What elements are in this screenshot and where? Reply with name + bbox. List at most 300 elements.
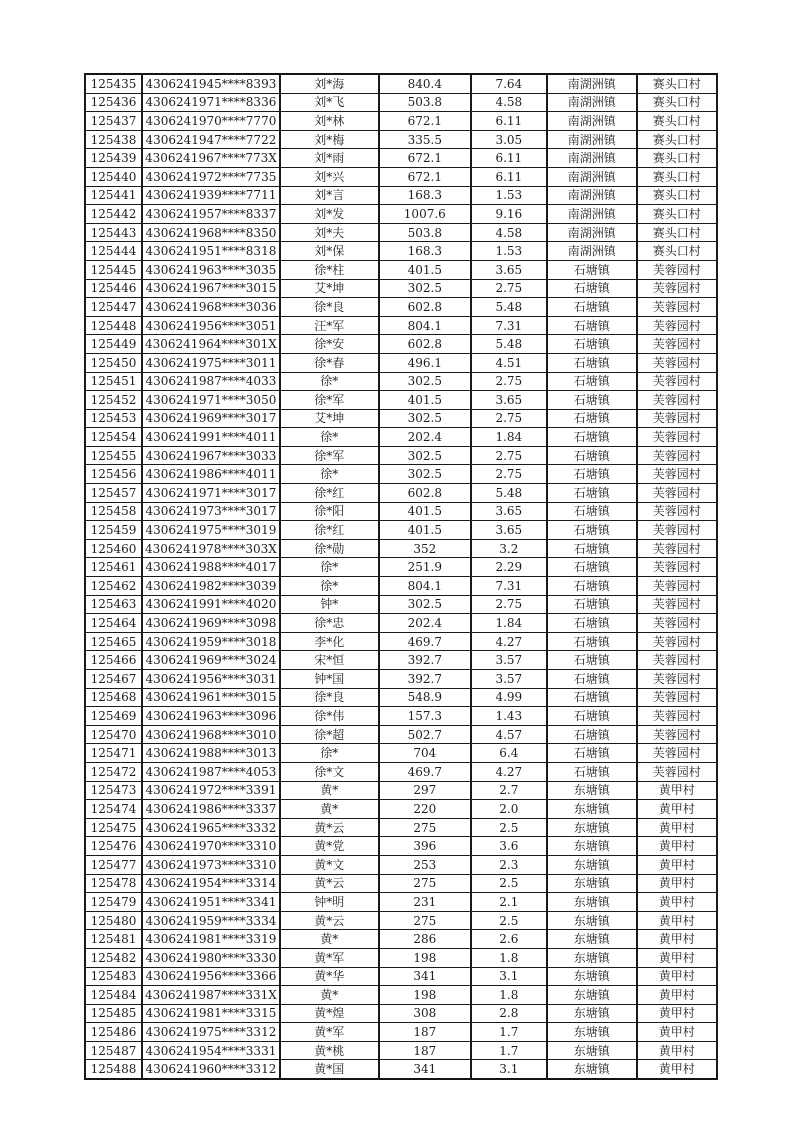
cell-name: 徐* xyxy=(280,558,379,577)
cell-id-number: 4306241968****3036 xyxy=(142,298,280,317)
cell-value1: 202.4 xyxy=(379,614,471,633)
cell-name: 艾*坤 xyxy=(280,279,379,298)
cell-serial: 125435 xyxy=(85,74,142,93)
cell-value1: 502.7 xyxy=(379,725,471,744)
cell-value2: 3.1 xyxy=(471,967,547,986)
cell-id-number: 4306241970****3310 xyxy=(142,837,280,856)
cell-village: 芙蓉园村 xyxy=(637,762,717,781)
cell-value1: 302.5 xyxy=(379,372,471,391)
cell-id-number: 4306241987****4033 xyxy=(142,372,280,391)
cell-village: 黄甲村 xyxy=(637,800,717,819)
table-row xyxy=(85,1041,717,1060)
table-row xyxy=(85,651,717,670)
cell-serial: 125480 xyxy=(85,911,142,930)
table-row xyxy=(85,874,717,893)
cell-value1: 302.5 xyxy=(379,279,471,298)
cell-value2: 1.53 xyxy=(471,186,547,205)
cell-value2: 4.58 xyxy=(471,93,547,112)
cell-id-number: 4306241971****3017 xyxy=(142,484,280,503)
cell-village: 芙蓉园村 xyxy=(637,725,717,744)
cell-name: 刘*林 xyxy=(280,112,379,131)
table-row xyxy=(85,688,717,707)
cell-name: 徐*安 xyxy=(280,335,379,354)
table-row xyxy=(85,893,717,912)
cell-village: 芙蓉园村 xyxy=(637,539,717,558)
cell-name: 徐* xyxy=(280,744,379,763)
cell-name: 徐*良 xyxy=(280,688,379,707)
table-row xyxy=(85,986,717,1005)
cell-value2: 3.65 xyxy=(471,391,547,410)
table-row xyxy=(85,670,717,689)
cell-village: 芙蓉园村 xyxy=(637,614,717,633)
cell-name: 钟*明 xyxy=(280,893,379,912)
cell-id-number: 4306241963****3035 xyxy=(142,260,280,279)
cell-value2: 2.7 xyxy=(471,781,547,800)
cell-value1: 308 xyxy=(379,1004,471,1023)
cell-id-number: 4306241972****3391 xyxy=(142,781,280,800)
cell-name: 黄* xyxy=(280,986,379,1005)
table-row xyxy=(85,186,717,205)
cell-town: 石塘镇 xyxy=(547,428,637,447)
cell-village: 芙蓉园村 xyxy=(637,558,717,577)
cell-value1: 503.8 xyxy=(379,93,471,112)
cell-id-number: 4306241960****3312 xyxy=(142,1060,280,1079)
cell-village: 芙蓉园村 xyxy=(637,465,717,484)
cell-value2: 3.57 xyxy=(471,670,547,689)
cell-village: 黄甲村 xyxy=(637,1004,717,1023)
cell-name: 汪*军 xyxy=(280,316,379,335)
table-row xyxy=(85,762,717,781)
cell-village: 芙蓉园村 xyxy=(637,428,717,447)
cell-name: 徐*忠 xyxy=(280,614,379,633)
cell-town: 东塘镇 xyxy=(547,893,637,912)
table-row xyxy=(85,1023,717,1042)
cell-serial: 125455 xyxy=(85,446,142,465)
cell-value1: 469.7 xyxy=(379,762,471,781)
table-row xyxy=(85,298,717,317)
cell-value2: 2.75 xyxy=(471,372,547,391)
cell-village: 赛头口村 xyxy=(637,167,717,186)
cell-village: 黄甲村 xyxy=(637,1041,717,1060)
cell-value2: 6.11 xyxy=(471,149,547,168)
cell-value1: 168.3 xyxy=(379,186,471,205)
cell-value1: 187 xyxy=(379,1023,471,1042)
table-row xyxy=(85,744,717,763)
table-row xyxy=(85,837,717,856)
cell-name: 刘*梅 xyxy=(280,130,379,149)
table-row xyxy=(85,130,717,149)
cell-id-number: 4306241954****3314 xyxy=(142,874,280,893)
cell-town: 南湖洲镇 xyxy=(547,167,637,186)
cell-town: 南湖洲镇 xyxy=(547,149,637,168)
cell-town: 石塘镇 xyxy=(547,484,637,503)
cell-village: 芙蓉园村 xyxy=(637,372,717,391)
table-row xyxy=(85,93,717,112)
cell-value1: 231 xyxy=(379,893,471,912)
cell-name: 徐* xyxy=(280,577,379,596)
cell-value2: 3.2 xyxy=(471,539,547,558)
cell-serial: 125441 xyxy=(85,186,142,205)
cell-village: 赛头口村 xyxy=(637,205,717,224)
cell-value1: 602.8 xyxy=(379,298,471,317)
cell-village: 赛头口村 xyxy=(637,74,717,93)
cell-id-number: 4306241986****4011 xyxy=(142,465,280,484)
cell-id-number: 4306241987****4053 xyxy=(142,762,280,781)
cell-village: 黄甲村 xyxy=(637,967,717,986)
cell-name: 黄*军 xyxy=(280,1023,379,1042)
table-row xyxy=(85,353,717,372)
cell-id-number: 4306241967****3015 xyxy=(142,279,280,298)
cell-value1: 804.1 xyxy=(379,577,471,596)
cell-village: 芙蓉园村 xyxy=(637,595,717,614)
cell-value1: 187 xyxy=(379,1041,471,1060)
cell-serial: 125476 xyxy=(85,837,142,856)
cell-id-number: 4306241972****7735 xyxy=(142,167,280,186)
cell-village: 黄甲村 xyxy=(637,837,717,856)
cell-town: 石塘镇 xyxy=(547,558,637,577)
cell-value2: 5.48 xyxy=(471,335,547,354)
cell-name: 徐* xyxy=(280,372,379,391)
cell-value1: 503.8 xyxy=(379,223,471,242)
cell-name: 刘*言 xyxy=(280,186,379,205)
cell-name: 刘*发 xyxy=(280,205,379,224)
cell-value1: 804.1 xyxy=(379,316,471,335)
cell-town: 石塘镇 xyxy=(547,353,637,372)
cell-town: 东塘镇 xyxy=(547,1023,637,1042)
cell-value2: 6.11 xyxy=(471,112,547,131)
cell-value1: 302.5 xyxy=(379,465,471,484)
cell-town: 石塘镇 xyxy=(547,502,637,521)
cell-town: 南湖洲镇 xyxy=(547,223,637,242)
cell-value2: 4.27 xyxy=(471,632,547,651)
cell-serial: 125469 xyxy=(85,707,142,726)
cell-serial: 125473 xyxy=(85,781,142,800)
cell-name: 徐*文 xyxy=(280,762,379,781)
table-row xyxy=(85,632,717,651)
cell-town: 石塘镇 xyxy=(547,595,637,614)
cell-village: 芙蓉园村 xyxy=(637,577,717,596)
table-row xyxy=(85,446,717,465)
table-row xyxy=(85,74,717,93)
cell-town: 南湖洲镇 xyxy=(547,242,637,261)
cell-name: 钟*国 xyxy=(280,670,379,689)
cell-id-number: 4306241980****3330 xyxy=(142,948,280,967)
cell-value2: 6.11 xyxy=(471,167,547,186)
cell-town: 南湖洲镇 xyxy=(547,74,637,93)
cell-serial: 125438 xyxy=(85,130,142,149)
cell-serial: 125467 xyxy=(85,670,142,689)
cell-town: 东塘镇 xyxy=(547,948,637,967)
cell-value2: 4.51 xyxy=(471,353,547,372)
cell-name: 刘*雨 xyxy=(280,149,379,168)
cell-value1: 251.9 xyxy=(379,558,471,577)
cell-value1: 202.4 xyxy=(379,428,471,447)
cell-name: 徐* xyxy=(280,465,379,484)
table-row xyxy=(85,1060,717,1079)
cell-village: 芙蓉园村 xyxy=(637,409,717,428)
cell-name: 徐*伟 xyxy=(280,707,379,726)
cell-village: 芙蓉园村 xyxy=(637,260,717,279)
cell-value2: 2.0 xyxy=(471,800,547,819)
cell-id-number: 4306241986****3337 xyxy=(142,800,280,819)
cell-serial: 125453 xyxy=(85,409,142,428)
cell-value2: 1.7 xyxy=(471,1041,547,1060)
cell-value2: 5.48 xyxy=(471,484,547,503)
cell-value1: 392.7 xyxy=(379,670,471,689)
cell-value1: 275 xyxy=(379,874,471,893)
cell-town: 东塘镇 xyxy=(547,911,637,930)
cell-serial: 125465 xyxy=(85,632,142,651)
cell-id-number: 4306241957****8337 xyxy=(142,205,280,224)
cell-value1: 352 xyxy=(379,539,471,558)
cell-name: 黄*桃 xyxy=(280,1041,379,1060)
cell-name: 黄*煌 xyxy=(280,1004,379,1023)
cell-serial: 125478 xyxy=(85,874,142,893)
cell-town: 石塘镇 xyxy=(547,688,637,707)
cell-value2: 4.27 xyxy=(471,762,547,781)
cell-value2: 2.75 xyxy=(471,595,547,614)
cell-value2: 3.6 xyxy=(471,837,547,856)
cell-village: 芙蓉园村 xyxy=(637,353,717,372)
cell-town: 石塘镇 xyxy=(547,651,637,670)
cell-id-number: 4306241967****773X xyxy=(142,149,280,168)
cell-id-number: 4306241991****4011 xyxy=(142,428,280,447)
cell-value1: 548.9 xyxy=(379,688,471,707)
cell-serial: 125447 xyxy=(85,298,142,317)
cell-id-number: 4306241975****3011 xyxy=(142,353,280,372)
cell-value2: 2.75 xyxy=(471,465,547,484)
cell-value1: 168.3 xyxy=(379,242,471,261)
cell-value2: 2.8 xyxy=(471,1004,547,1023)
cell-serial: 125466 xyxy=(85,651,142,670)
cell-id-number: 4306241981****3319 xyxy=(142,930,280,949)
cell-name: 宋*恒 xyxy=(280,651,379,670)
cell-village: 赛头口村 xyxy=(637,223,717,242)
table-row xyxy=(85,967,717,986)
cell-serial: 125461 xyxy=(85,558,142,577)
cell-town: 石塘镇 xyxy=(547,260,637,279)
cell-value1: 672.1 xyxy=(379,167,471,186)
cell-town: 石塘镇 xyxy=(547,298,637,317)
cell-value1: 469.7 xyxy=(379,632,471,651)
cell-value2: 9.16 xyxy=(471,205,547,224)
cell-value2: 2.29 xyxy=(471,558,547,577)
cell-town: 东塘镇 xyxy=(547,1004,637,1023)
cell-town: 东塘镇 xyxy=(547,1060,637,1079)
table-row xyxy=(85,577,717,596)
cell-id-number: 4306241964****301X xyxy=(142,335,280,354)
cell-value2: 7.64 xyxy=(471,74,547,93)
cell-value2: 3.65 xyxy=(471,260,547,279)
cell-value2: 2.75 xyxy=(471,409,547,428)
table-row xyxy=(85,372,717,391)
table-row xyxy=(85,242,717,261)
table-row xyxy=(85,614,717,633)
cell-name: 徐*红 xyxy=(280,521,379,540)
cell-name: 黄*云 xyxy=(280,818,379,837)
cell-value1: 401.5 xyxy=(379,260,471,279)
cell-village: 赛头口村 xyxy=(637,242,717,261)
table-row xyxy=(85,260,717,279)
roster-table xyxy=(84,73,718,1080)
cell-name: 徐*良 xyxy=(280,298,379,317)
cell-value1: 401.5 xyxy=(379,521,471,540)
cell-value1: 840.4 xyxy=(379,74,471,93)
cell-town: 石塘镇 xyxy=(547,614,637,633)
cell-value1: 198 xyxy=(379,948,471,967)
cell-serial: 125443 xyxy=(85,223,142,242)
cell-value1: 297 xyxy=(379,781,471,800)
cell-serial: 125452 xyxy=(85,391,142,410)
cell-town: 石塘镇 xyxy=(547,316,637,335)
cell-value2: 5.48 xyxy=(471,298,547,317)
cell-id-number: 4306241973****3017 xyxy=(142,502,280,521)
table-row xyxy=(85,502,717,521)
cell-village: 黄甲村 xyxy=(637,948,717,967)
cell-id-number: 4306241978****303X xyxy=(142,539,280,558)
cell-town: 石塘镇 xyxy=(547,446,637,465)
cell-name: 徐*超 xyxy=(280,725,379,744)
cell-value2: 4.58 xyxy=(471,223,547,242)
cell-serial: 125482 xyxy=(85,948,142,967)
table-row xyxy=(85,855,717,874)
cell-id-number: 4306241961****3015 xyxy=(142,688,280,707)
cell-name: 刘*夫 xyxy=(280,223,379,242)
table-row xyxy=(85,521,717,540)
cell-town: 东塘镇 xyxy=(547,1041,637,1060)
cell-id-number: 4306241981****3315 xyxy=(142,1004,280,1023)
cell-village: 芙蓉园村 xyxy=(637,651,717,670)
cell-village: 黄甲村 xyxy=(637,911,717,930)
cell-value1: 275 xyxy=(379,911,471,930)
cell-id-number: 4306241967****3033 xyxy=(142,446,280,465)
cell-id-number: 4306241947****7722 xyxy=(142,130,280,149)
cell-value2: 7.31 xyxy=(471,316,547,335)
cell-value2: 1.84 xyxy=(471,428,547,447)
cell-village: 黄甲村 xyxy=(637,874,717,893)
cell-serial: 125458 xyxy=(85,502,142,521)
cell-serial: 125454 xyxy=(85,428,142,447)
cell-town: 东塘镇 xyxy=(547,930,637,949)
table-row xyxy=(85,558,717,577)
cell-value1: 302.5 xyxy=(379,595,471,614)
cell-town: 东塘镇 xyxy=(547,818,637,837)
cell-village: 赛头口村 xyxy=(637,112,717,131)
cell-value2: 3.65 xyxy=(471,502,547,521)
cell-name: 刘*海 xyxy=(280,74,379,93)
cell-serial: 125444 xyxy=(85,242,142,261)
cell-value1: 302.5 xyxy=(379,409,471,428)
table-row xyxy=(85,316,717,335)
cell-value2: 3.05 xyxy=(471,130,547,149)
cell-serial: 125446 xyxy=(85,279,142,298)
cell-value1: 1007.6 xyxy=(379,205,471,224)
table-row xyxy=(85,428,717,447)
cell-id-number: 4306241971****8336 xyxy=(142,93,280,112)
cell-village: 芙蓉园村 xyxy=(637,521,717,540)
cell-id-number: 4306241956****3051 xyxy=(142,316,280,335)
cell-name: 徐*军 xyxy=(280,446,379,465)
cell-town: 石塘镇 xyxy=(547,539,637,558)
cell-serial: 125468 xyxy=(85,688,142,707)
cell-village: 芙蓉园村 xyxy=(637,502,717,521)
cell-name: 黄*华 xyxy=(280,967,379,986)
cell-value1: 496.1 xyxy=(379,353,471,372)
cell-serial: 125440 xyxy=(85,167,142,186)
cell-town: 石塘镇 xyxy=(547,632,637,651)
table-row xyxy=(85,1004,717,1023)
cell-value2: 2.75 xyxy=(471,279,547,298)
cell-serial: 125474 xyxy=(85,800,142,819)
cell-value1: 198 xyxy=(379,986,471,1005)
cell-id-number: 4306241975****3312 xyxy=(142,1023,280,1042)
cell-village: 黄甲村 xyxy=(637,986,717,1005)
cell-id-number: 4306241951****8318 xyxy=(142,242,280,261)
cell-value2: 4.99 xyxy=(471,688,547,707)
cell-name: 徐* xyxy=(280,428,379,447)
table-row xyxy=(85,465,717,484)
cell-value2: 4.57 xyxy=(471,725,547,744)
table-row xyxy=(85,484,717,503)
table-row xyxy=(85,335,717,354)
cell-town: 石塘镇 xyxy=(547,670,637,689)
cell-id-number: 4306241969****3098 xyxy=(142,614,280,633)
table-row xyxy=(85,595,717,614)
table-row xyxy=(85,167,717,186)
cell-id-number: 4306241987****331X xyxy=(142,986,280,1005)
cell-id-number: 4306241971****3050 xyxy=(142,391,280,410)
cell-serial: 125475 xyxy=(85,818,142,837)
cell-serial: 125439 xyxy=(85,149,142,168)
cell-village: 芙蓉园村 xyxy=(637,335,717,354)
cell-value2: 3.65 xyxy=(471,521,547,540)
cell-id-number: 4306241968****8350 xyxy=(142,223,280,242)
cell-value1: 401.5 xyxy=(379,502,471,521)
cell-serial: 125486 xyxy=(85,1023,142,1042)
table-row xyxy=(85,279,717,298)
table-row xyxy=(85,223,717,242)
cell-id-number: 4306241954****3331 xyxy=(142,1041,280,1060)
cell-town: 南湖洲镇 xyxy=(547,130,637,149)
cell-value1: 672.1 xyxy=(379,149,471,168)
cell-town: 石塘镇 xyxy=(547,372,637,391)
cell-value2: 2.5 xyxy=(471,818,547,837)
cell-town: 石塘镇 xyxy=(547,707,637,726)
cell-id-number: 4306241939****7711 xyxy=(142,186,280,205)
cell-value1: 704 xyxy=(379,744,471,763)
cell-town: 石塘镇 xyxy=(547,762,637,781)
cell-serial: 125445 xyxy=(85,260,142,279)
cell-name: 黄* xyxy=(280,781,379,800)
cell-village: 赛头口村 xyxy=(637,149,717,168)
cell-id-number: 4306241969****3024 xyxy=(142,651,280,670)
cell-village: 芙蓉园村 xyxy=(637,279,717,298)
cell-name: 黄*国 xyxy=(280,1060,379,1079)
cell-name: 钟* xyxy=(280,595,379,614)
cell-name: 徐*春 xyxy=(280,353,379,372)
document-table-container xyxy=(84,73,718,1080)
cell-value2: 3.1 xyxy=(471,1060,547,1079)
cell-value2: 1.7 xyxy=(471,1023,547,1042)
cell-village: 芙蓉园村 xyxy=(637,632,717,651)
table-row xyxy=(85,539,717,558)
cell-value1: 286 xyxy=(379,930,471,949)
cell-serial: 125463 xyxy=(85,595,142,614)
cell-value1: 672.1 xyxy=(379,112,471,131)
cell-name: 黄* xyxy=(280,930,379,949)
cell-town: 东塘镇 xyxy=(547,781,637,800)
cell-value2: 7.31 xyxy=(471,577,547,596)
